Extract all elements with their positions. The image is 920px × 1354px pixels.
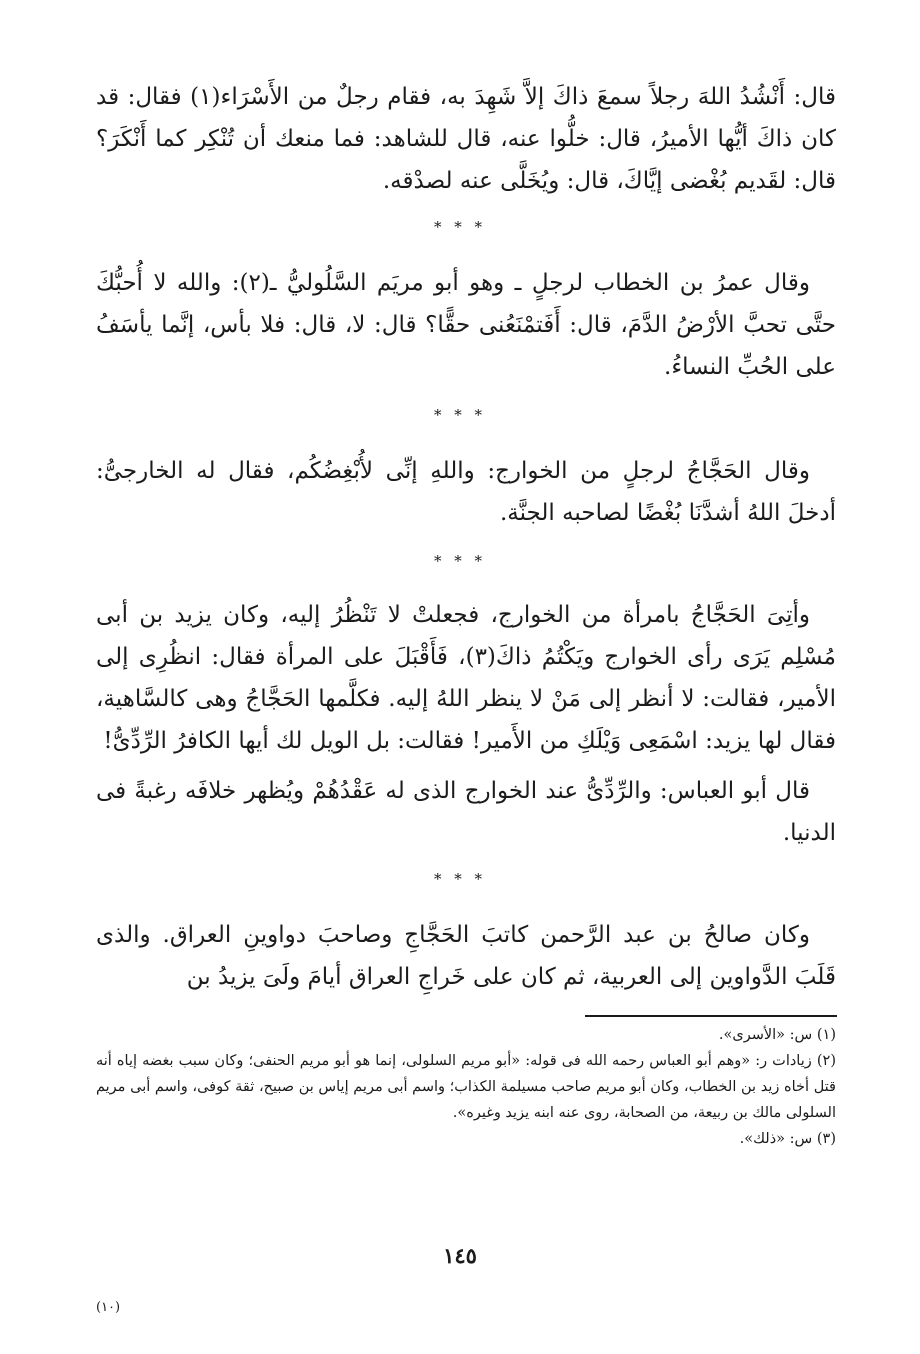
footnote-text: (١) س: «الأسرى». (718, 1027, 836, 1043)
section-5 (96, 914, 836, 998)
footnote-1 (96, 1022, 836, 1048)
footnote-divider (585, 1015, 837, 1017)
paragraph: قال أبو العباس: والرِّدِّىُّ عند الخوارج الذى له عَقْدُهُمْ ويُظهر خلافَه رغبةً فى الدنيا. (96, 778, 836, 846)
footnotes (96, 1022, 836, 1152)
paragraph: وقال عمرُ بن الخطاب لرجلٍ ـ وهو أبو مريَم السَّلُوليُّ ـ(٢): والله لا أُحبُّكَ حتَّى تحبَّ الأرْضُ الدَّمَ، قال: أَفَتمْنَعُنى حقًّا؟ قال: لا، قال: فلا بأس، إنَّما يأسَفُ على الحُبِّ النساءُ. (96, 270, 836, 380)
section-separator: * * * (433, 218, 487, 236)
printer-signature: (١٠) (96, 1300, 121, 1315)
section-3 (96, 450, 836, 534)
paragraph: وكان صالحُ بن عبد الرَّحمن كاتبَ الحَجَّاجِ وصاحبَ دواوينِ العراق. والذى قَلَبَ الدَّواوين إلى العربية، ثم كان على خَراجِ العراق أيامَ ولَىَ يزيدُ بن (96, 922, 836, 990)
paragraph: قال: أَنْشُدُ اللهَ رجلاً سمعَ ذاكَ إلاَّ شَهِدَ به، فقام رجلٌ من الأَسْرَاء(١) فقال: قد كان ذاكَ أيُّها الأميرُ، قال: خلُّوا عنه، قال للشاهد: فما منعك أن تُنْكِر كما أَنْكَرَ؟ قال: لقَديم بُغْضى إيَّاكَ، قال: ويُخَلَّى عنه لصدْقه. (96, 84, 837, 194)
footnote-2 (96, 1048, 836, 1126)
footnote-text: (٢) زيادات ر: «وهم أبو العباس رحمه الله فى قوله: «أبو مريم السلولى، إنما هو أبو مريم الحنفى؛ وكان سبب بغضه إياه أنه قتل أخاه زيد بن الخطاب، وكان أبو مريم صاحب مسيلمة الكذاب؛ واسم أبى مريم إياس بن صبيح، ثقة كوفى، واسم أبى مريم السلولى مالك بن ربيعة، من الصحابة، روى عنه ابنه يزيد وغيره». (96, 1053, 836, 1121)
section-separator: * * * (433, 406, 487, 424)
paragraph: وأتِىَ الحَجَّاجُ بامرأة من الخوارج، فجعلتْ لا تَنْظُرُ إليه، وكان يزيد بن أبى مُسْلِم يَرَى رأى الخوارج ويَكْتُمُ ذاكَ(٣)، فَأَقْبَلَ على المرأة فقال: انظُرِى إلى الأمير، فقالت: لا أنظر إلى مَنْ لا ينظر اللهُ إليه. فكلَّمها الحَجَّاجُ وهى كالسَّاهية، فقال لها يزيد: اسْمَعِى وَيْلَكِ من الأَمير! فقالت: بل الويل لك أيها الكافرُ الرِّدِّىُّ! (96, 602, 836, 754)
section-1 (96, 76, 836, 202)
section-2 (96, 262, 836, 388)
section-4 (96, 594, 836, 854)
footnote-3 (96, 1126, 836, 1152)
section-separator: * * * (433, 870, 487, 888)
footnote-text: (٣) س: «ذلك». (739, 1131, 836, 1147)
section-separator: * * * (433, 552, 487, 570)
paragraph: وقال الحَجَّاجُ لرجلٍ من الخوارج: واللهِ إنِّى لأُبْغِضُكُم، فقال له الخارجىُّ: أدخلَ اللهُ أشدَّنَا بُغْضًا لصاحبه الجنَّة. (96, 458, 836, 526)
page-number: ١٤٥ (443, 1243, 477, 1268)
